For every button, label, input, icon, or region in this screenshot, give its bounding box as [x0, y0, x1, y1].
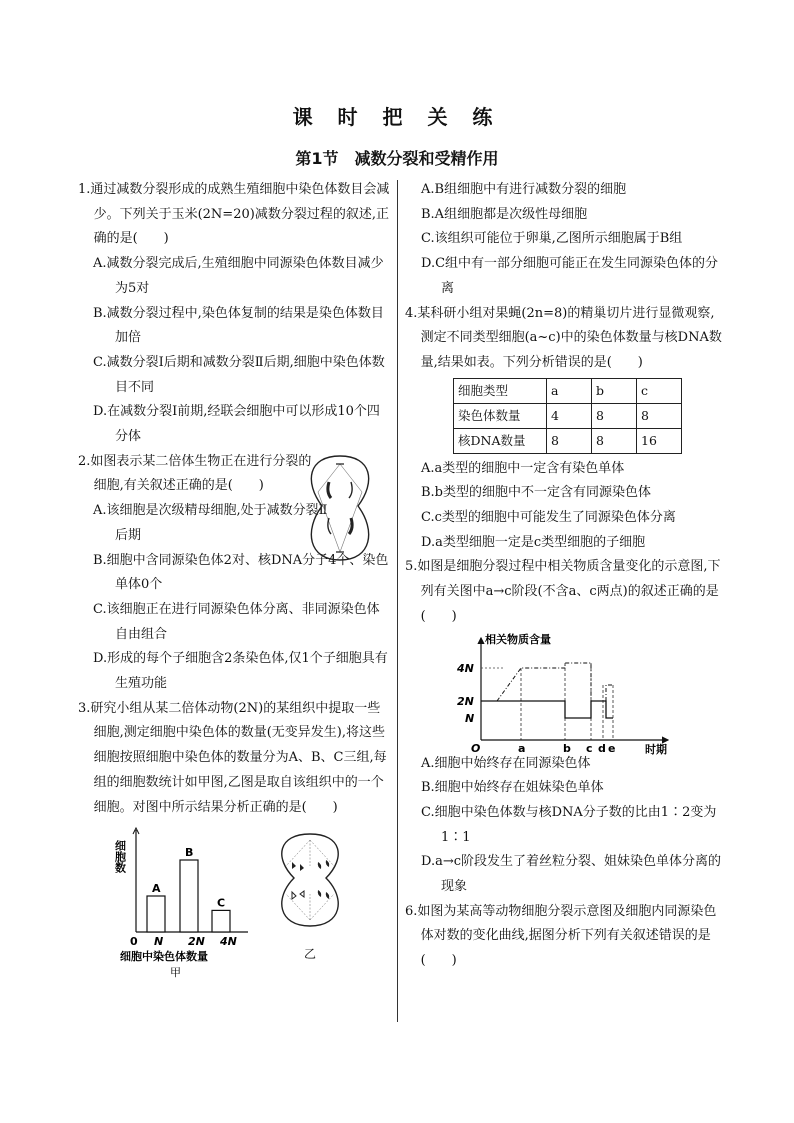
question-4 — [405, 302, 723, 556]
question-4-option-b: B.b类型的细胞中不一定含有同源染色体 — [421, 485, 652, 501]
table-header-cell: a — [547, 378, 592, 403]
line-chart-xlabel: 时期 — [645, 742, 667, 756]
table-cell: 8 — [547, 428, 592, 453]
section-title: 第1节 减数分裂和受精作用 — [295, 149, 499, 168]
question-3-figures — [78, 820, 390, 980]
bar-chart-tick-label: 4N — [220, 935, 237, 949]
bar-chart-tick-label: N — [154, 935, 164, 949]
xtick-d: d — [598, 741, 606, 755]
right-column — [405, 178, 723, 974]
question-3-bar-chart — [113, 824, 254, 980]
question-5-option-d: D.a→c阶段发生了着丝粒分裂、姐妹染色单体分离的现象 — [421, 854, 722, 895]
dividing-cell-figure — [296, 452, 384, 564]
question-2 — [78, 450, 390, 697]
figure-yi-caption: 乙 — [304, 947, 317, 962]
question-6 — [405, 900, 723, 974]
table-cell: 8 — [637, 403, 682, 428]
question-1-stem: 1.通过减数分裂形成的成熟生殖细胞中染色体数目会减少。下列关于玉米(2N=20)减数分裂过程的叙述,正确的是( ) — [78, 182, 390, 247]
bar-label: B — [185, 846, 194, 860]
table-header-cell: b — [592, 378, 637, 403]
question-1-option-b: B.减数分裂过程中,染色体复制的结果是染色体数目加倍 — [93, 305, 384, 346]
question-5-option-b: B.细胞中始终存在姐妹染色单体 — [421, 780, 604, 796]
bar-c — [212, 911, 230, 933]
question-1-option-c: C.减数分裂Ⅰ后期和减数分裂Ⅱ后期,细胞中染色体数目不同 — [93, 354, 385, 395]
table-header-cell: c — [637, 378, 682, 403]
question-5 — [405, 555, 723, 899]
question-4-option-a: A.a类型的细胞中一定含有染色单体 — [421, 460, 625, 476]
table-header-row — [454, 378, 682, 403]
question-3-option-b: B.A组细胞都是次级性母细胞 — [421, 206, 588, 222]
bar-chart-tick-label: 2N — [188, 935, 205, 949]
bar-chart-xlabel: 细胞中染色体数量 — [120, 950, 208, 964]
question-4-option-d: D.a类型细胞一定是c类型细胞的子细胞 — [421, 534, 646, 550]
xtick-c: c — [586, 741, 593, 755]
question-5-stem: 5.如图是细胞分裂过程中相关物质含量变化的示意图,下列有关图中a→c阶段(不含a、c两点)的叙述正确的是( ) — [405, 559, 721, 624]
xtick-o: O — [471, 741, 481, 755]
question-1-option-a: A.减数分裂完成后,生殖细胞中同源染色体数目减少为5对 — [93, 256, 384, 296]
table-header-cell: 细胞类型 — [454, 378, 547, 403]
question-1 — [78, 178, 390, 450]
xtick-b: b — [563, 741, 571, 755]
ytick-4n: 4N — [457, 661, 474, 675]
table-cell: 核DNA数量 — [454, 428, 547, 453]
page-title: 课 时 把 关 练 — [292, 105, 502, 129]
question-3-option-c: C.该组织可能位于卵巢,乙图所示细胞属于B组 — [421, 231, 683, 247]
table-cell: 16 — [637, 428, 682, 453]
question-2-option-d: D.形成的每个子细胞含2条染色体,仅1个子细胞具有生殖功能 — [93, 651, 388, 692]
bar-chart-tick-label: 0 — [130, 935, 138, 949]
question-3-stem: 3.研究小组从某二倍体动物(2N)的某组织中提取一些细胞,测定细胞中染色体的数量(无变异发生),将这些细胞按照细胞中染色体的数量分为A、B、C三组,每组的细胞数统计如甲图,乙图是取自该组织中的一个细胞。对图中所示结果分析正确的是( ) — [78, 700, 387, 815]
question-5-line-chart — [453, 632, 673, 756]
question-5-option-c: C.细胞中染色体数与核DNA分子数的比由1∶2变为1∶1 — [421, 804, 717, 845]
ytick-n: N — [465, 711, 475, 725]
question-3 — [78, 697, 390, 980]
xtick-a: a — [518, 741, 526, 755]
question-2-option-b: B.细胞中含同源染色体2对、核DNA分子4个、染色单体0个 — [93, 552, 389, 593]
table-cell: 8 — [592, 403, 637, 428]
question-3-option-a: A.B组细胞中有进行减数分裂的细胞 — [421, 182, 627, 197]
question-4-stem: 4.某科研小组对果蝇(2n=8)的精巢切片进行显微观察,测定不同类型细胞(a~c)中的染色体数量与核DNA数量,结果如表。下列分析错误的是( ) — [405, 305, 722, 370]
bar-b — [180, 860, 198, 932]
table-cell: 4 — [547, 403, 592, 428]
column-divider — [397, 180, 398, 1022]
xtick-e: e — [608, 741, 616, 755]
question-2-option-a: A.该细胞是次级精母细胞,处于减数分裂Ⅱ后期 — [93, 503, 328, 543]
table-cell: 8 — [592, 428, 637, 453]
question-2-option-c: C.该细胞正在进行同源染色体分离、非同源染色体自由组合 — [93, 601, 380, 642]
line-chart-ylabel: 相关物质含量 — [485, 632, 551, 646]
bar-label: C — [217, 896, 226, 910]
dna-curve — [497, 663, 613, 701]
question-2-stem: 2.如图表示某二倍体生物正在进行分裂的细胞,有关叙述正确的是( ) — [78, 453, 312, 494]
question-3-option-d: D.C组中有一部分细胞可能正在发生同源染色体的分离 — [421, 256, 719, 296]
table-cell: 染色体数量 — [454, 403, 547, 428]
ytick-2n: 2N — [457, 694, 474, 708]
table-row — [454, 428, 682, 453]
chromosome-curve — [481, 701, 613, 718]
meiosis-cell-figure — [268, 830, 352, 930]
question-1-option-d: D.在减数分裂Ⅰ前期,经联会细胞中可以形成10个四分体 — [93, 404, 380, 445]
question-4-option-c: C.c类型的细胞中可能发生了同源染色体分离 — [421, 510, 676, 526]
bar-a — [147, 896, 165, 932]
question-4-data-table — [453, 378, 682, 454]
bar-chart-caption: 甲 — [170, 966, 181, 980]
question-5-option-a: A.细胞中始终存在同源染色体 — [421, 755, 591, 771]
question-6-stem: 6.如图为某高等动物细胞分裂示意图及细胞内同源染色体对数的变化曲线,据图分析下列有关叙述错误的是( ) — [405, 903, 717, 969]
left-column — [78, 178, 390, 980]
table-row — [454, 403, 682, 428]
bar-label: A — [152, 882, 161, 896]
bar-chart-ylabel: 细胞数 — [113, 840, 127, 874]
